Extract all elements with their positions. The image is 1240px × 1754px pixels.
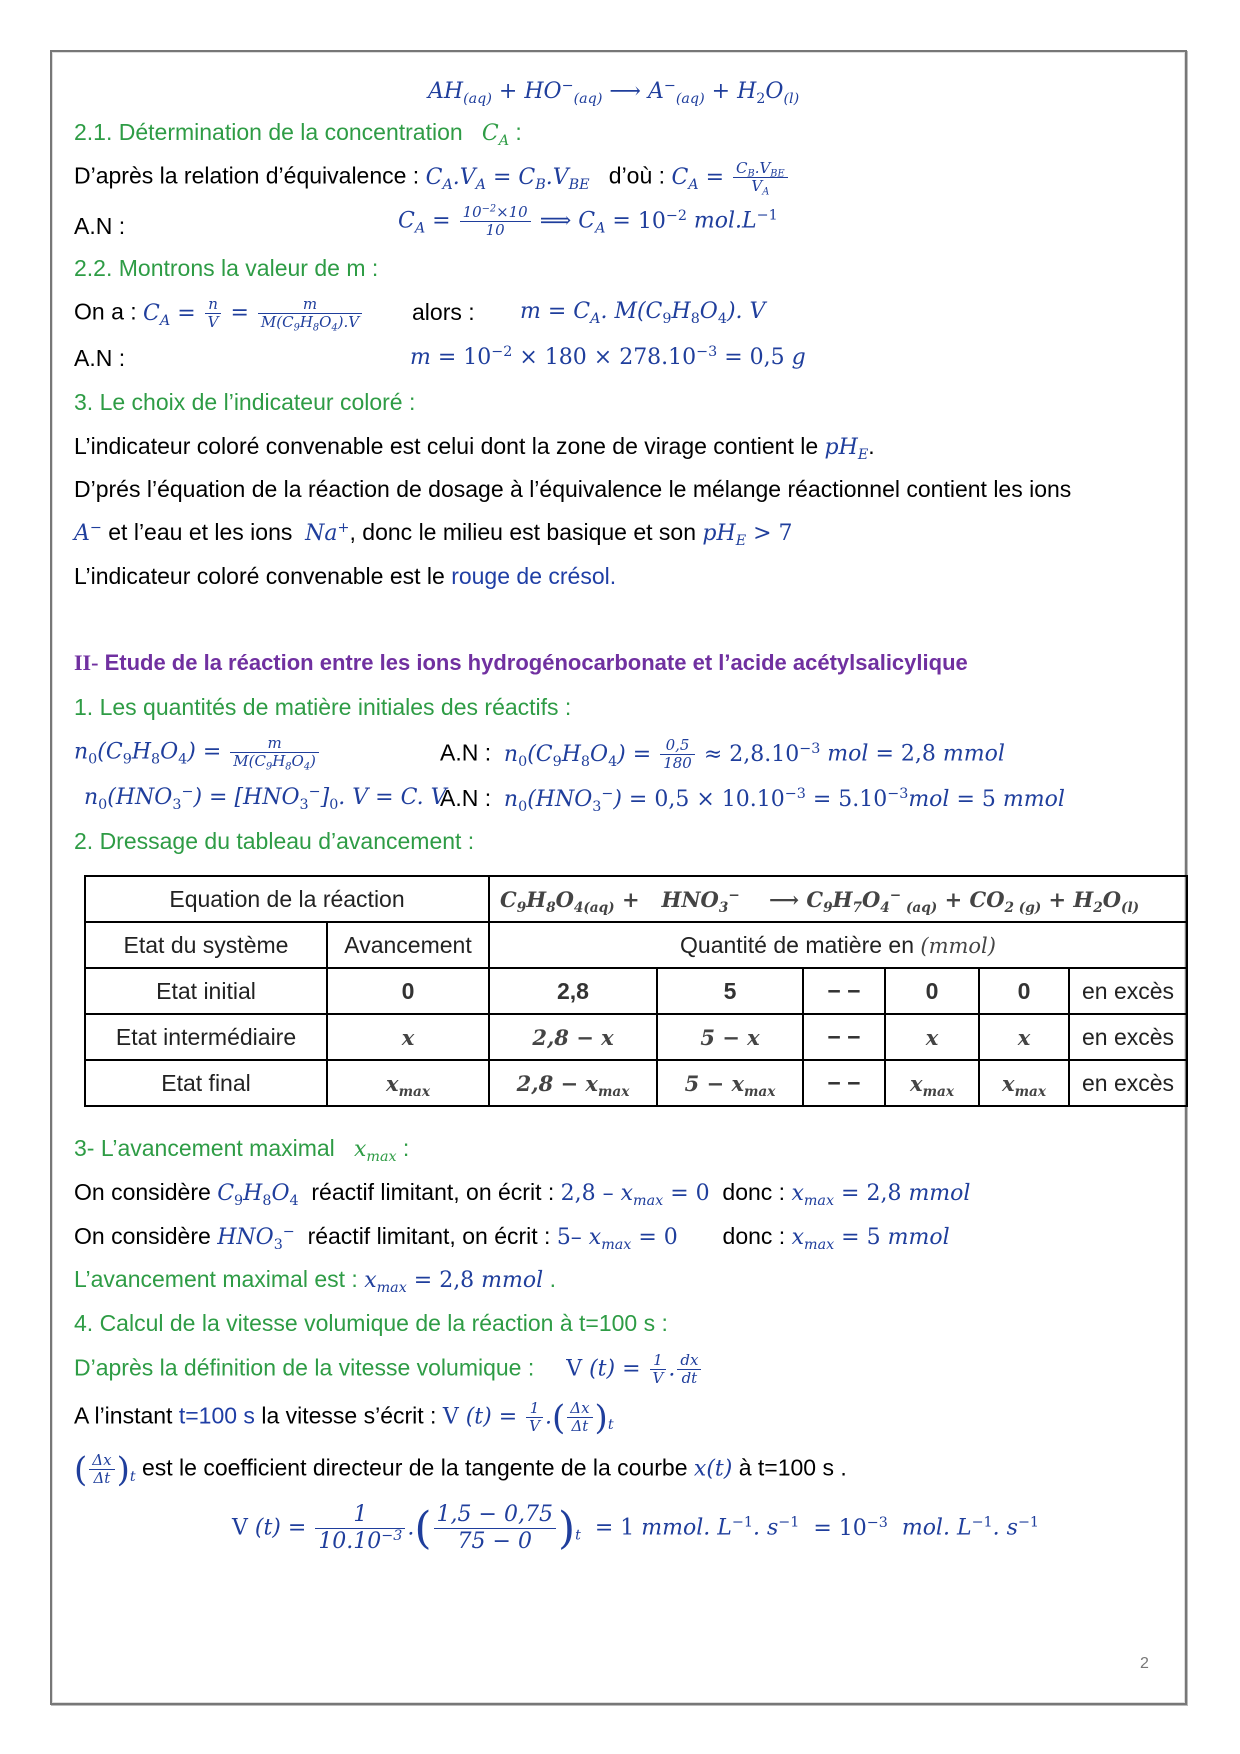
table-cell: $x_{max}$ <box>885 1060 979 1106</box>
indicator-conclusion: L’indicateur coloré convenable est le rouge de crésol. <box>74 563 617 589</box>
table-cell: $x_{max}$ <box>979 1060 1069 1106</box>
velocity-calculation: V (t) = $\frac{1}{10.10^{-3}}$ .( $\frac{1,5 - 0,75}{75 - 0}$ )$_t = 1$ mmol. $L^{-1}$. $s^{-1} = 10^{-3}$ mol. $L^{-1}$. $s^{-1}$ <box>232 1502 1040 1554</box>
equivalence-relation: D’après la relation d’équivalence : $C_A.V_A = C_B.V_{BE}$ d’où : $C_A$ = $\frac{C_B.V_{BE}}{V_A}$ <box>74 160 790 195</box>
table-cell: x <box>885 1014 979 1060</box>
n0-hno3-formula: $n_0(HNO_3^-) = [HNO_3^-]_0$. V = C. V <box>84 784 447 813</box>
table-cell: Etat intermédiaire <box>85 1014 327 1060</box>
table-header-equation: Equation de la réaction <box>85 876 489 922</box>
n0-aspirin-formula: $n_0(C_9H_8O_4)$ = $\frac{m}{M(C_9H_8O_4)}$ <box>74 735 321 770</box>
velocity-instant: A l’instant t=100 s la vitesse s’écrit : V (t) = $\frac{1}{V}$ .( $\frac{\Delta x}{\Delta t}$ )$_t$ <box>74 1397 614 1438</box>
table-cell: $x_{max}$ <box>327 1060 489 1106</box>
table-cell: x <box>979 1014 1069 1060</box>
an-label-1: A.N : <box>74 213 126 239</box>
an-label-2: A.N : <box>74 345 126 371</box>
heading-2: 2. Dressage du tableau d’avancement : <box>74 828 475 854</box>
table-cell: 0 <box>327 968 489 1014</box>
table-cell: $2,8 - x_{max}$ <box>489 1060 657 1106</box>
table-cell: $5 - x_{max}$ <box>657 1060 803 1106</box>
page-number: 2 <box>1140 1655 1149 1672</box>
table-header-state: Etat du système <box>85 922 327 968</box>
table-cell: Etat initial <box>85 968 327 1014</box>
table-cell: 5 − x <box>657 1014 803 1060</box>
table-cell: − − <box>803 1060 885 1106</box>
table-row <box>85 922 1187 968</box>
indicator-para-3: A− et l’eau et les ions Na+, donc le milieu est basique et son $pH_E > 7$ <box>74 519 793 549</box>
indicator-para-1: L’indicateur coloré convenable est celui dont la zone de virage contient le $pH_E$. <box>74 433 875 463</box>
heading-3-xmax: 3- L’avancement maximal $x_{max}$ : <box>74 1135 410 1165</box>
table-cell: 5 <box>657 968 803 1014</box>
table-row <box>85 968 1187 1014</box>
reaction-equation: $AH_{(aq)} + HO^-_{(aq)}$ ⟶ $A^-_{(aq)} + H_2O_{(l)}$ <box>428 78 800 107</box>
heading-3: 3. Le choix de l’indicateur coloré : <box>74 389 416 415</box>
mass-relation: On a : $C_A$ = $\frac{n}{V}$ = $\frac{m}{M(C_9H_8O_4).V}$ <box>74 296 364 331</box>
velocity-definition: D’après la définition de la vitesse volumique : V (t) = $\frac{1}{V}$ . $\frac{dx}{dt}$ <box>74 1352 703 1387</box>
table-cell: − − <box>803 1014 885 1060</box>
table-cell: en excès <box>1069 968 1187 1014</box>
table-cell: 2,8 − x <box>489 1014 657 1060</box>
table-cell: − − <box>803 968 885 1014</box>
table-cell: en excès <box>1069 1060 1187 1106</box>
table-cell: en excès <box>1069 1014 1187 1060</box>
heading-part-2: II- Etude de la réaction entre les ions hydrogénocarbonate et l’acide acétylsalicylique <box>74 650 968 675</box>
heading-1: 1. Les quantités de matière initiales des réactifs : <box>74 694 572 720</box>
table-equation: $C_9H_8O_{4(aq)} + HNO_3^-$ ⟶ $C_9H_7O_4^-$ $_{(aq)} + CO_{2 (g)} + H_2O_{(l)}$ <box>489 876 1187 922</box>
heading-2-1: 2.1. Détermination de la concentration $C_A$ : <box>74 119 522 149</box>
table-header-advancement: Avancement <box>327 922 489 968</box>
mass-formula: $m = C_A$. $M(C_9H_8O_4)$. V <box>520 299 766 327</box>
table-cell: 0 <box>979 968 1069 1014</box>
table-row <box>85 1014 1187 1060</box>
xmax-conclusion: L’avancement maximal est : $x_{max} = 2,8$ mmol . <box>74 1266 556 1296</box>
mass-calculation: $m = 10^{-2} \times 180 \times 278.10^{-3} = 0,5$ g <box>410 344 806 370</box>
advancement-table <box>84 875 1188 1107</box>
indicator-para-2: D’prés l’équation de la réaction de dosage à l’équivalence le mélange réactionnel contient les ions <box>74 476 1072 502</box>
table-cell: 0 <box>885 968 979 1014</box>
table-cell: Etat final <box>85 1060 327 1106</box>
limiting-reagent-1: On considère $C_9H_8O_4$ réactif limitant, on écrit : $2,8 - x_{max} = 0$ donc : $x_{max} = 2,8$ mmol <box>74 1179 971 1209</box>
table-cell: 2,8 <box>489 968 657 1014</box>
an-label-4: A.N : $n_0(HNO_3^-) = 0,5 \times 10.10^{-3} = 5.10^{-3}mol = 5$ mmol <box>440 785 1065 815</box>
an-label-3: A.N : $n_0(C_9H_8O_4)$ = $\frac{0,5}{180}$ ≈ $2,8.10^{-3}$ mol = 2,8 mmol <box>440 736 1005 772</box>
heading-4: 4. Calcul de la vitesse volumique de la réaction à t=100 s : <box>74 1310 668 1336</box>
alors-label: alors : <box>412 299 475 325</box>
table-row <box>85 876 1187 922</box>
table-cell: x <box>327 1014 489 1060</box>
heading-2-2: 2.2. Montrons la valeur de m : <box>74 255 379 281</box>
table-header-quantity: Quantité de matière en (mmol) <box>489 922 1187 968</box>
limiting-reagent-2: On considère $HNO_3^-$ réactif limitant, on écrit : 5– $x_{max} = 0$ donc : $x_{max} = 5$ mmol <box>74 1223 950 1253</box>
tangent-coefficient: ( $\frac{\Delta x}{\Delta t}$ )$_t$ est le coefficient directeur de la tangente de la courbe x(t) à t=100 s . <box>74 1449 847 1490</box>
table-row <box>85 1060 1187 1106</box>
ca-calculation: $C_A$ = $\frac{10^{-2}\times 10}{10}$ ⟹ $C_A = 10^{-2}$ $mol.L^{-1}$ <box>398 203 778 239</box>
